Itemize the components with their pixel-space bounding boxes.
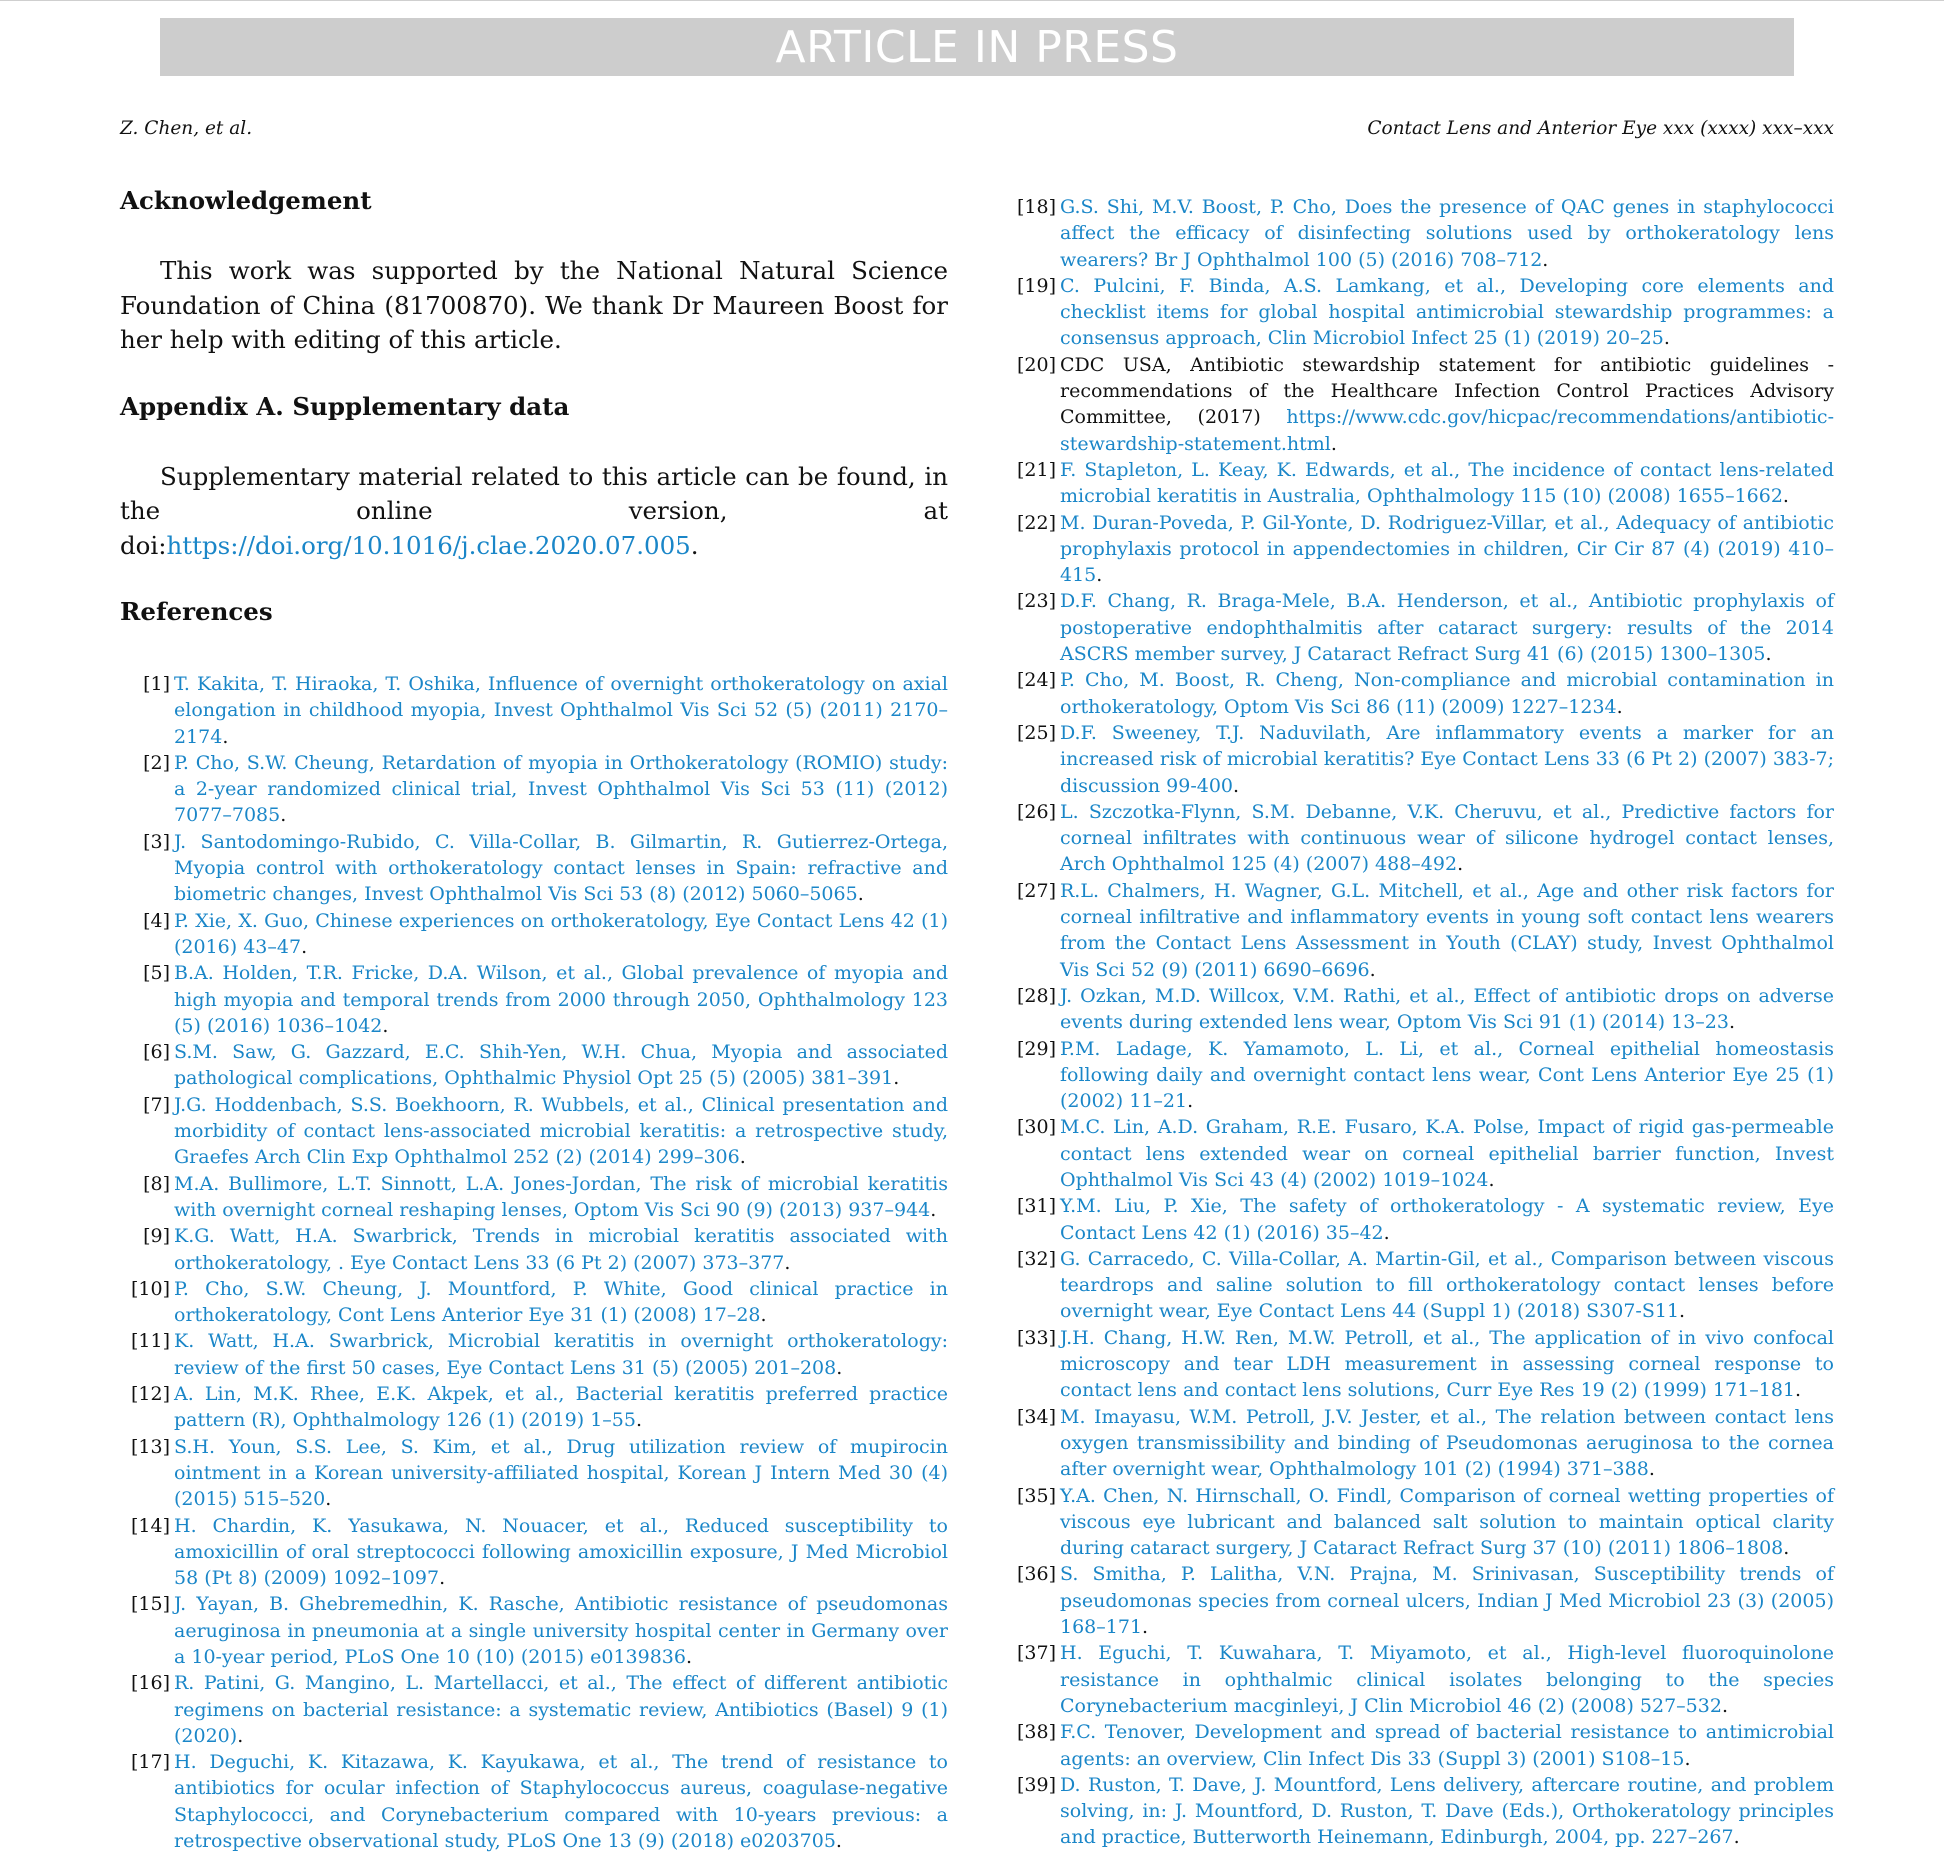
reference-number: [39] — [1016, 1773, 1056, 1796]
reference-period: . — [760, 1304, 767, 1327]
reference-body — [1060, 720, 1834, 799]
reference-item — [1006, 720, 1834, 799]
reference-link[interactable]: https://www.cdc.gov/hicpac/recommendations/antibiotic-stewardship-statement.html — [1060, 406, 1834, 455]
reference-body — [174, 1670, 948, 1749]
reference-period: . — [237, 1724, 244, 1747]
reference-period: . — [1233, 774, 1240, 797]
reference-body — [1060, 878, 1834, 983]
reference-period: . — [1542, 248, 1549, 271]
reference-link[interactable]: C. Pulcini, F. Binda, A.S. Lamkang, et al., Developing core elements and checklist items for global hospital antimicrobial stewardship programmes: a consensus approach, Clin Microbiol Infect 25 (1) (2019) 20–25 — [1060, 274, 1834, 350]
reference-number: [30] — [1016, 1116, 1056, 1139]
reference-number: [31] — [1016, 1195, 1056, 1218]
reference-link[interactable]: G.S. Shi, M.V. Boost, P. Cho, Does the presence of QAC genes in staphylococci affect the efficacy of disinfecting solutions used by orthokeratology lens wearers? Br J Ophthalmol 100 (5) (2016) 708–712 — [1060, 196, 1834, 271]
reference-link[interactable]: R.L. Chalmers, H. Wagner, G.L. Mitchell, et al., Age and other risk factors for corneal infiltrative and inflammatory events in young soft contact lens wearers from the Contact Lens Assessment in Youth (CLAY) study, Invest Ophthalmol Vis Sci 52 (9) (2011) 6690–6696 — [1060, 879, 1834, 981]
reference-period: . — [1765, 643, 1772, 666]
reference-body — [1060, 194, 1834, 273]
reference-number: [33] — [1016, 1326, 1056, 1349]
reference-body — [1060, 1036, 1834, 1115]
reference-item — [120, 1591, 948, 1670]
reference-item — [120, 960, 948, 1039]
reference-link[interactable]: J.H. Chang, H.W. Ren, M.W. Petroll, et al., The application of in vivo confocal microscopy and tear LDH measurement in assessing corneal response to contact lens and contact lens solutions, Curr Eye Res 19 (2) (1999) 171–181 — [1060, 1326, 1834, 1402]
reference-number: [19] — [1016, 274, 1056, 297]
reference-link[interactable]: S. Smitha, P. Lalitha, V.N. Prajna, M. Srinivasan, Susceptibility trends of pseudomonas species from corneal ulcers, Indian J Med Microbiol 23 (3) (2005) 168–171 — [1060, 1563, 1834, 1639]
reference-body — [1060, 983, 1834, 1036]
reference-body — [174, 908, 948, 961]
reference-period: . — [835, 1830, 842, 1853]
reference-item — [120, 1513, 948, 1592]
reference-item — [1006, 799, 1834, 878]
reference-number: [20] — [1016, 353, 1056, 376]
reference-number: [9] — [143, 1225, 170, 1248]
reference-body — [174, 1749, 948, 1854]
reference-period: . — [280, 804, 287, 827]
reference-link[interactable]: J.G. Hoddenbach, S.S. Boekhoorn, R. Wubbels, et al., Clinical presentation and morbidity of contact lens-associated microbial keratitis: a retrospective study, Graefes Arch Clin Exp Ophthalmol 252 (2) (2014) 299–306 — [174, 1093, 948, 1169]
reference-number: [10] — [130, 1277, 170, 1300]
reference-body — [1060, 1114, 1834, 1193]
reference-period: . — [1728, 1011, 1736, 1034]
reference-item — [1006, 194, 1834, 273]
reference-item — [120, 1276, 948, 1329]
reference-period: . — [1648, 1458, 1655, 1481]
reference-link[interactable]: F.C. Tenover, Development and spread of bacterial resistance to antimicrobial agents: an overview, Clin Infect Dis 33 (Suppl 3) (2001) S108–15 — [1060, 1721, 1834, 1770]
reference-body — [1060, 1246, 1834, 1325]
reference-number: [35] — [1016, 1484, 1056, 1507]
reference-number: [25] — [1016, 721, 1056, 744]
reference-number: [1] — [143, 673, 170, 695]
reference-link[interactable]: K. Watt, H.A. Swarbrick, Microbial keratitis in overnight orthokeratology: review of the first 50 cases, Eye Contact Lens 31 (5) (2005) 201–208 — [174, 1330, 948, 1379]
reference-link[interactable]: H. Deguchi, K. Kitazawa, K. Kayukawa, et al., The trend of resistance to antibiotics for ocular infection of Staphylococcus aureus, coagulase-negative Staphylococci, and Corynebacterium compared with 10-years previous: a retrospective observational study, PLoS One 13 (9) (2018) e0203705 — [174, 1751, 948, 1853]
reference-period: . — [836, 1356, 843, 1379]
reference-number: [24] — [1016, 669, 1056, 692]
reference-link[interactable]: J. Yayan, B. Ghebremedhin, K. Rasche, Antibiotic resistance of pseudomonas aeruginosa in pneumonia at a single university hospital center in Germany over a 10-year period, PLoS One 10 (10) (2015) e0139836 — [174, 1593, 948, 1668]
reference-item — [1006, 1719, 1834, 1772]
reference-item — [1006, 1404, 1834, 1483]
reference-item — [1006, 510, 1834, 589]
reference-item — [120, 1381, 948, 1434]
acknowledgement-heading: Acknowledgement — [120, 186, 372, 215]
reference-link[interactable]: K.G. Watt, H.A. Swarbrick, Trends in microbial keratitis associated with orthokeratology, . Eye Contact Lens 33 (6 Pt 2) (2007) 373–377 — [174, 1225, 948, 1274]
reference-period: . — [1457, 853, 1464, 876]
reference-link[interactable]: M. Imayasu, W.M. Petroll, J.V. Jester, et al., The relation between contact lens oxygen transmissibility and binding of Pseudomonas aeruginosa to the cornea after overnight wear, Ophthalmology 101 (2) (1994) 371–388 — [1060, 1405, 1834, 1481]
reference-number: [17] — [130, 1751, 170, 1774]
reference-period: . — [382, 1014, 389, 1037]
reference-body — [174, 1434, 948, 1513]
reference-link[interactable]: A. Lin, M.K. Rhee, E.K. Akpek, et al., Bacterial keratitis preferred practice pattern (R), Ophthalmology 126 (1) (2019) 1–55 — [174, 1383, 948, 1432]
reference-number: [13] — [130, 1435, 170, 1458]
reference-item — [120, 1670, 948, 1749]
reference-number: [38] — [1016, 1721, 1056, 1744]
reference-body — [1060, 1719, 1834, 1772]
reference-item — [120, 1434, 948, 1513]
reference-period: . — [325, 1488, 332, 1511]
reference-period: . — [685, 1645, 693, 1668]
reference-period: . — [1721, 1694, 1728, 1717]
reference-body — [174, 1381, 948, 1434]
reference-item — [1006, 1114, 1834, 1193]
reference-item — [120, 1171, 948, 1224]
reference-body — [1060, 1404, 1834, 1483]
reference-item — [120, 1223, 948, 1276]
reference-period: . — [1684, 1747, 1691, 1770]
reference-item — [1006, 1193, 1834, 1246]
reference-period: . — [301, 935, 308, 958]
reference-item — [120, 829, 948, 908]
reference-item — [1006, 1640, 1834, 1719]
reference-link[interactable]: H. Eguchi, T. Kuwahara, T. Miyamoto, et al., High-level fluoroquinolone resistance in ophthalmic clinical isolates belonging to the species Corynebacterium macginleyi, J Clin Microbiol 46 (2) (2008) 527–532 — [1060, 1642, 1834, 1717]
reference-body — [174, 750, 948, 829]
reference-item — [120, 1092, 948, 1171]
article-in-press-banner — [160, 18, 1794, 76]
reference-body — [1060, 510, 1834, 589]
reference-body — [174, 671, 948, 750]
reference-item — [1006, 1036, 1834, 1115]
references-heading: References — [120, 597, 273, 626]
reference-item — [120, 750, 948, 829]
reference-item — [1006, 1325, 1834, 1404]
reference-link[interactable]: S.M. Saw, G. Gazzard, E.C. Shih-Yen, W.H. Chua, Myopia and associated pathological complications, Ophthalmic Physiol Opt 25 (5) (2005) 381–391 — [174, 1041, 948, 1090]
reference-link[interactable]: P. Xie, X. Guo, Chinese experiences on orthokeratology, Eye Contact Lens 42 (1) (2016) 43–47 — [174, 909, 948, 958]
reference-item — [1006, 457, 1834, 510]
reference-item — [120, 671, 948, 750]
reference-body — [174, 1591, 948, 1670]
reference-period: . — [1187, 1090, 1194, 1113]
reference-item — [120, 1749, 948, 1854]
left-column — [120, 186, 948, 1854]
reference-link[interactable]: M. Duran-Poveda, P. Gil-Yonte, D. Rodriguez-Villar, et al., Adequacy of antibiotic prophylaxis protocol in appendectomies in children, Cir Cir 87 (4) (2019) 410–415 — [1060, 511, 1834, 587]
reference-number: [37] — [1016, 1642, 1056, 1665]
reference-body — [1060, 1772, 1834, 1851]
reference-link[interactable]: P. Cho, M. Boost, R. Cheng, Non-compliance and microbial contamination in orthokeratology, Optom Vis Sci 86 (11) (2009) 1227–1234 — [1060, 669, 1834, 718]
reference-period: . — [1383, 1221, 1390, 1244]
running-header-journal: Contact Lens and Anterior Eye xxx (xxxx) xxx–xxx — [1367, 118, 1834, 139]
reference-number: [29] — [1016, 1037, 1056, 1060]
reference-link[interactable]: D. Ruston, T. Dave, J. Mountford, Lens delivery, aftercare routine, and problem solving, in: J. Mountford, D. Ruston, T. Dave (Eds.), Orthokeratology principles and practice, Butterworth Heinemann, Edinburgh, 2004, pp. 227–267 — [1060, 1773, 1834, 1849]
reference-period: . — [439, 1567, 446, 1590]
reference-link[interactable]: F. Stapleton, L. Keay, K. Edwards, et al., The incidence of contact lens-related microbial keratitis in Australia, Ophthalmology 115 (10) (2008) 1655–1662 — [1060, 458, 1834, 508]
appendix-text-after: . — [690, 530, 699, 560]
reference-item — [1006, 983, 1834, 1036]
reference-period: . — [1616, 695, 1623, 718]
reference-number: [22] — [1016, 511, 1056, 534]
reference-body — [174, 1276, 948, 1329]
reference-period: . — [635, 1409, 643, 1432]
reference-number: [21] — [1016, 458, 1056, 481]
references-list-right — [1006, 194, 1834, 1851]
reference-number: [28] — [1016, 984, 1056, 1007]
reference-number: [15] — [130, 1593, 170, 1616]
reference-item — [1006, 273, 1834, 352]
reference-body — [174, 1039, 948, 1092]
reference-item — [1006, 667, 1834, 720]
acknowledgement-text: This work was supported by the National Natural Science Foundation of China (81700870). We thank Dr Maureen Boost for her help with editing of this article. — [120, 256, 948, 354]
reference-period: . — [1330, 432, 1337, 455]
reference-link[interactable]: T. Kakita, T. Hiraoka, T. Oshika, Influence of overnight orthokeratology on axial elongation in childhood myopia, Invest Ophthalmol Vis Sci 52 (5) (2011) 2170–2174 — [174, 673, 948, 748]
reference-period: . — [1733, 1826, 1740, 1849]
reference-body — [1060, 1325, 1834, 1404]
reference-number: [18] — [1016, 196, 1056, 218]
reference-link[interactable]: P.M. Ladage, K. Yamamoto, L. Li, et al., Corneal epithelial homeostasis following daily and overnight contact lens wear, Cont Lens Anterior Eye 25 (1) (2002) 11–21 — [1060, 1037, 1834, 1113]
reference-plain-text: CDC USA, Antibiotic stewardship statement for antibiotic guidelines - recommendations of the Healthcare Infection Control Practices Advisory Committee, (2017) — [1060, 353, 1834, 429]
appendix-heading: Appendix A. Supplementary data — [120, 391, 570, 421]
reference-body — [174, 1171, 948, 1224]
reference-body — [174, 1092, 948, 1171]
reference-period: . — [1142, 1616, 1149, 1639]
reference-number: [32] — [1016, 1247, 1056, 1270]
reference-body — [1060, 457, 1834, 510]
reference-body — [1060, 799, 1834, 878]
reference-link[interactable]: J. Ozkan, M.D. Willcox, V.M. Rathi, et al., Effect of antibiotic drops on adverse events during extended lens wear, Optom Vis Sci 91 (1) (2014) 13–23 — [1060, 984, 1834, 1034]
reference-link[interactable]: G. Carracedo, C. Villa-Collar, A. Martin-Gil, et al., Comparison between viscous teardrops and saline solution to fill orthokeratology contact lenses before overnight wear, Eye Contact Lens 44 (Suppl 1) (2018) S307-S11 — [1060, 1247, 1834, 1323]
reference-period: . — [784, 1251, 791, 1274]
reference-body — [1060, 273, 1834, 352]
reference-item — [120, 1039, 948, 1092]
reference-item — [1006, 1561, 1834, 1640]
reference-number: [4] — [143, 909, 170, 932]
reference-body — [174, 829, 948, 908]
right-column — [1006, 194, 1834, 1851]
reference-number: [5] — [143, 962, 170, 985]
reference-body — [174, 1223, 948, 1276]
reference-period: . — [222, 725, 229, 748]
banner-text: ARTICLE IN PRESS — [775, 21, 1179, 73]
reference-item — [1006, 588, 1834, 667]
top-rule — [0, 0, 1944, 1]
reference-body — [174, 1513, 948, 1592]
reference-number: [14] — [130, 1514, 170, 1537]
reference-item — [1006, 1772, 1834, 1851]
reference-link[interactable]: R. Patini, G. Mangino, L. Martellacci, et al., The effect of different antibiotic regimens on bacterial resistance: a systematic review, Antibiotics (Basel) 9 (1) (2020) — [174, 1672, 948, 1747]
reference-period: . — [1488, 1168, 1495, 1191]
reference-body — [1060, 588, 1834, 667]
reference-body — [174, 1328, 948, 1381]
reference-number: [26] — [1016, 800, 1056, 823]
reference-number: [2] — [143, 751, 170, 774]
reference-number: [34] — [1016, 1405, 1056, 1428]
reference-link[interactable]: S.H. Youn, S.S. Lee, S. Kim, et al., Drug utilization review of mupirocin ointment in a Korean university-affiliated hospital, Korean J Intern Med 30 (4) (2015) 515–520 — [174, 1435, 948, 1511]
reference-link[interactable]: Y.A. Chen, N. Hirnschall, O. Findl, Comparison of corneal wetting properties of viscous eye lubricant and balanced salt solution to maintain optical clarity during cataract surgery, J Cataract Refract Surg 37 (10) (2011) 1806–1808 — [1060, 1484, 1834, 1560]
reference-period: . — [1679, 1300, 1686, 1323]
reference-period: . — [1369, 958, 1376, 981]
reference-item — [1006, 352, 1834, 457]
reference-period: . — [893, 1067, 900, 1090]
reference-link[interactable]: Y.M. Liu, P. Xie, The safety of orthokeratology - A systematic review, Eye Contact Lens 42 (1) (2016) 35–42 — [1060, 1195, 1834, 1244]
reference-number: [16] — [130, 1672, 170, 1695]
reference-period: . — [1783, 1537, 1790, 1560]
reference-number: [7] — [143, 1093, 170, 1116]
reference-link[interactable]: B.A. Holden, T.R. Fricke, D.A. Wilson, et al., Global prevalence of myopia and high myopia and temporal trends from 2000 through 2050, Ophthalmology 123 (5) (2016) 1036–1042 — [174, 962, 948, 1037]
reference-number: [8] — [143, 1172, 170, 1195]
reference-body — [174, 960, 948, 1039]
reference-period: . — [857, 883, 864, 906]
reference-period: . — [1795, 1379, 1802, 1402]
reference-item — [1006, 878, 1834, 983]
reference-item — [1006, 1246, 1834, 1325]
reference-link[interactable]: D.F. Chang, R. Braga-Mele, B.A. Henderson, et al., Antibiotic prophylaxis of postoperative endophthalmitis after cataract surgery: results of the 2014 ASCRS member survey, J Cataract Refract Surg 41 (6) (2015) 1300–1305 — [1060, 590, 1834, 666]
reference-link[interactable]: D.F. Sweeney, T.J. Naduvilath, Are inflammatory events a marker for an increased risk of microbial keratitis? Eye Contact Lens 33 (6 Pt 2) (2007) 383-7; discussion 99-400 — [1060, 721, 1834, 797]
appendix-text — [120, 460, 948, 564]
reference-number: [3] — [143, 830, 170, 853]
reference-item — [120, 908, 948, 961]
reference-item — [120, 1328, 948, 1381]
reference-body — [1060, 667, 1834, 720]
reference-body — [1060, 1483, 1834, 1562]
references-list-left — [120, 671, 948, 1854]
reference-period: . — [930, 1198, 937, 1221]
reference-period: . — [1663, 327, 1670, 350]
doi-link[interactable]: https://doi.org/10.1016/j.clae.2020.07.005 — [166, 530, 691, 560]
reference-body — [1060, 352, 1834, 457]
reference-number: [27] — [1016, 879, 1056, 902]
reference-number: [11] — [130, 1330, 170, 1353]
reference-body — [1060, 1561, 1834, 1640]
reference-number: [36] — [1016, 1563, 1056, 1586]
reference-link[interactable]: P. Cho, S.W. Cheung, J. Mountford, P. White, Good clinical practice in orthokeratology, Cont Lens Anterior Eye 31 (1) (2008) 17–28 — [174, 1277, 948, 1327]
reference-period: . — [1782, 485, 1789, 508]
reference-period: . — [1096, 564, 1103, 587]
reference-link[interactable]: H. Chardin, K. Yasukawa, N. Nouacer, et al., Reduced susceptibility to amoxicillin of oral streptococci following amoxicillin exposure, J Med Microbiol 58 (Pt 8) (2009) 1092–1097 — [174, 1514, 948, 1590]
reference-number: [12] — [130, 1383, 170, 1406]
reference-link[interactable]: P. Cho, S.W. Cheung, Retardation of myopia in Orthokeratology (ROMIO) study: a 2-year randomized clinical trial, Invest Ophthalmol Vis Sci 53 (11) (2012) 7077–7085 — [174, 751, 948, 827]
reference-link[interactable]: M.C. Lin, A.D. Graham, R.E. Fusaro, K.A. Polse, Impact of rigid gas-permeable contact lens extended wear on corneal epithelial barrier function, Invest Ophthalmol Vis Sci 43 (4) (2002) 1019–1024 — [1060, 1116, 1834, 1191]
reference-item — [1006, 1483, 1834, 1562]
reference-number: [23] — [1016, 590, 1056, 613]
reference-link[interactable]: L. Szczotka-Flynn, S.M. Debanne, V.K. Cheruvu, et al., Predictive factors for corneal infiltrates with continuous wear of silicone hydrogel contact lenses, Arch Ophthalmol 125 (4) (2007) 488–492 — [1060, 800, 1834, 876]
reference-number: [6] — [143, 1041, 170, 1064]
reference-link[interactable]: M.A. Bullimore, L.T. Sinnott, L.A. Jones-Jordan, The risk of microbial keratitis with overnight corneal reshaping lenses, Optom Vis Sci 90 (9) (2013) 937–944 — [174, 1172, 948, 1221]
running-header-authors: Z. Chen, et al. — [120, 118, 253, 139]
reference-link[interactable]: J. Santodomingo-Rubido, C. Villa-Collar, B. Gilmartin, R. Gutierrez-Ortega, Myopia control with orthokeratology contact lenses in Spain: refractive and biometric changes, Invest Ophthalmol Vis Sci 53 (8) (2012) 5060–5065 — [174, 830, 948, 906]
reference-body — [1060, 1640, 1834, 1719]
appendix-text-before: Supplementary material related to this article can be found, in the online version, at doi: — [120, 461, 948, 560]
reference-period: . — [739, 1146, 746, 1169]
reference-body — [1060, 1193, 1834, 1246]
